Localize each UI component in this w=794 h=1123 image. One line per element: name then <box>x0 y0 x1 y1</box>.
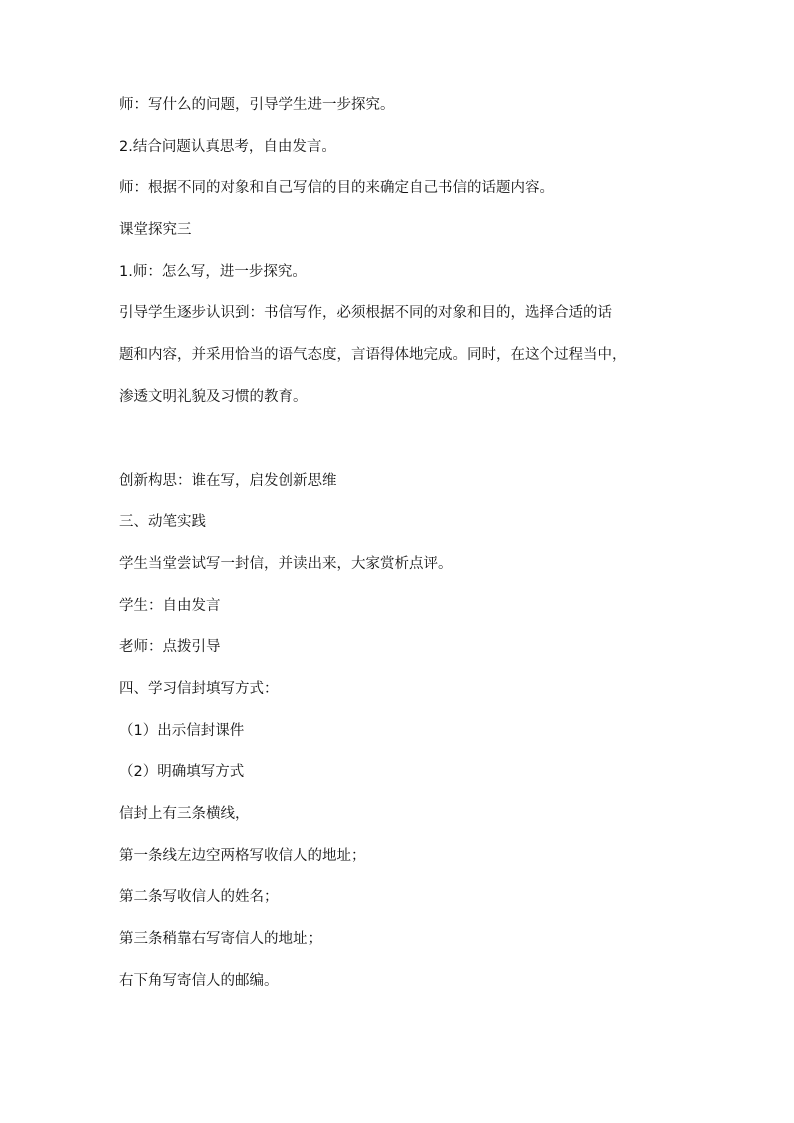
text-line: 第二条写收信人的姓名； <box>119 889 279 906</box>
document-body <box>119 92 679 1009</box>
text-line: 老师：点拨引导 <box>119 639 221 656</box>
list-item: （2）明确填写方式 <box>119 764 245 781</box>
section-heading: 课堂探究三 <box>119 222 192 239</box>
text-line: 第一条线左边空两格写收信人的地址； <box>119 847 366 864</box>
section-heading: 三、动笔实践 <box>119 514 206 531</box>
text-line: 信封上有三条横线， <box>119 806 250 822</box>
text-line: 1.师：怎么写，进一步探究。 <box>119 263 307 280</box>
section-heading: 四、学习信封填写方式： <box>119 680 279 697</box>
text-line: 学生当堂尝试写一封信，并读出来，大家赏析点评。 <box>119 555 453 572</box>
text-line: 师：写什么的问题，引导学生进一步探究。 <box>119 97 395 113</box>
text-line: 题和内容，并采用恰当的语气态度，言语得体地完成。同时，在这个过程当中， <box>119 347 627 364</box>
text-line: 右下角写寄信人的邮编。 <box>119 972 279 989</box>
text-line: 创新构思：谁在写，启发创新思维 <box>119 472 337 489</box>
text-line: 引导学生逐步认识到：书信写作，必须根据不同的对象和目的，选择合适的话 <box>119 305 612 322</box>
text-line: 师：根据不同的对象和自己写信的目的来确定自己书信的话题内容。 <box>119 180 554 197</box>
blank-line <box>119 426 679 468</box>
text-line: 学生：自由发言 <box>119 597 221 614</box>
text-line: 2.结合问题认真思考，自由发言。 <box>119 138 336 155</box>
list-item: （1）出示信封课件 <box>119 722 245 739</box>
text-line: 第三条稍靠右写寄信人的地址； <box>119 931 322 948</box>
text-line: 渗透文明礼貌及习惯的教育。 <box>119 388 308 405</box>
